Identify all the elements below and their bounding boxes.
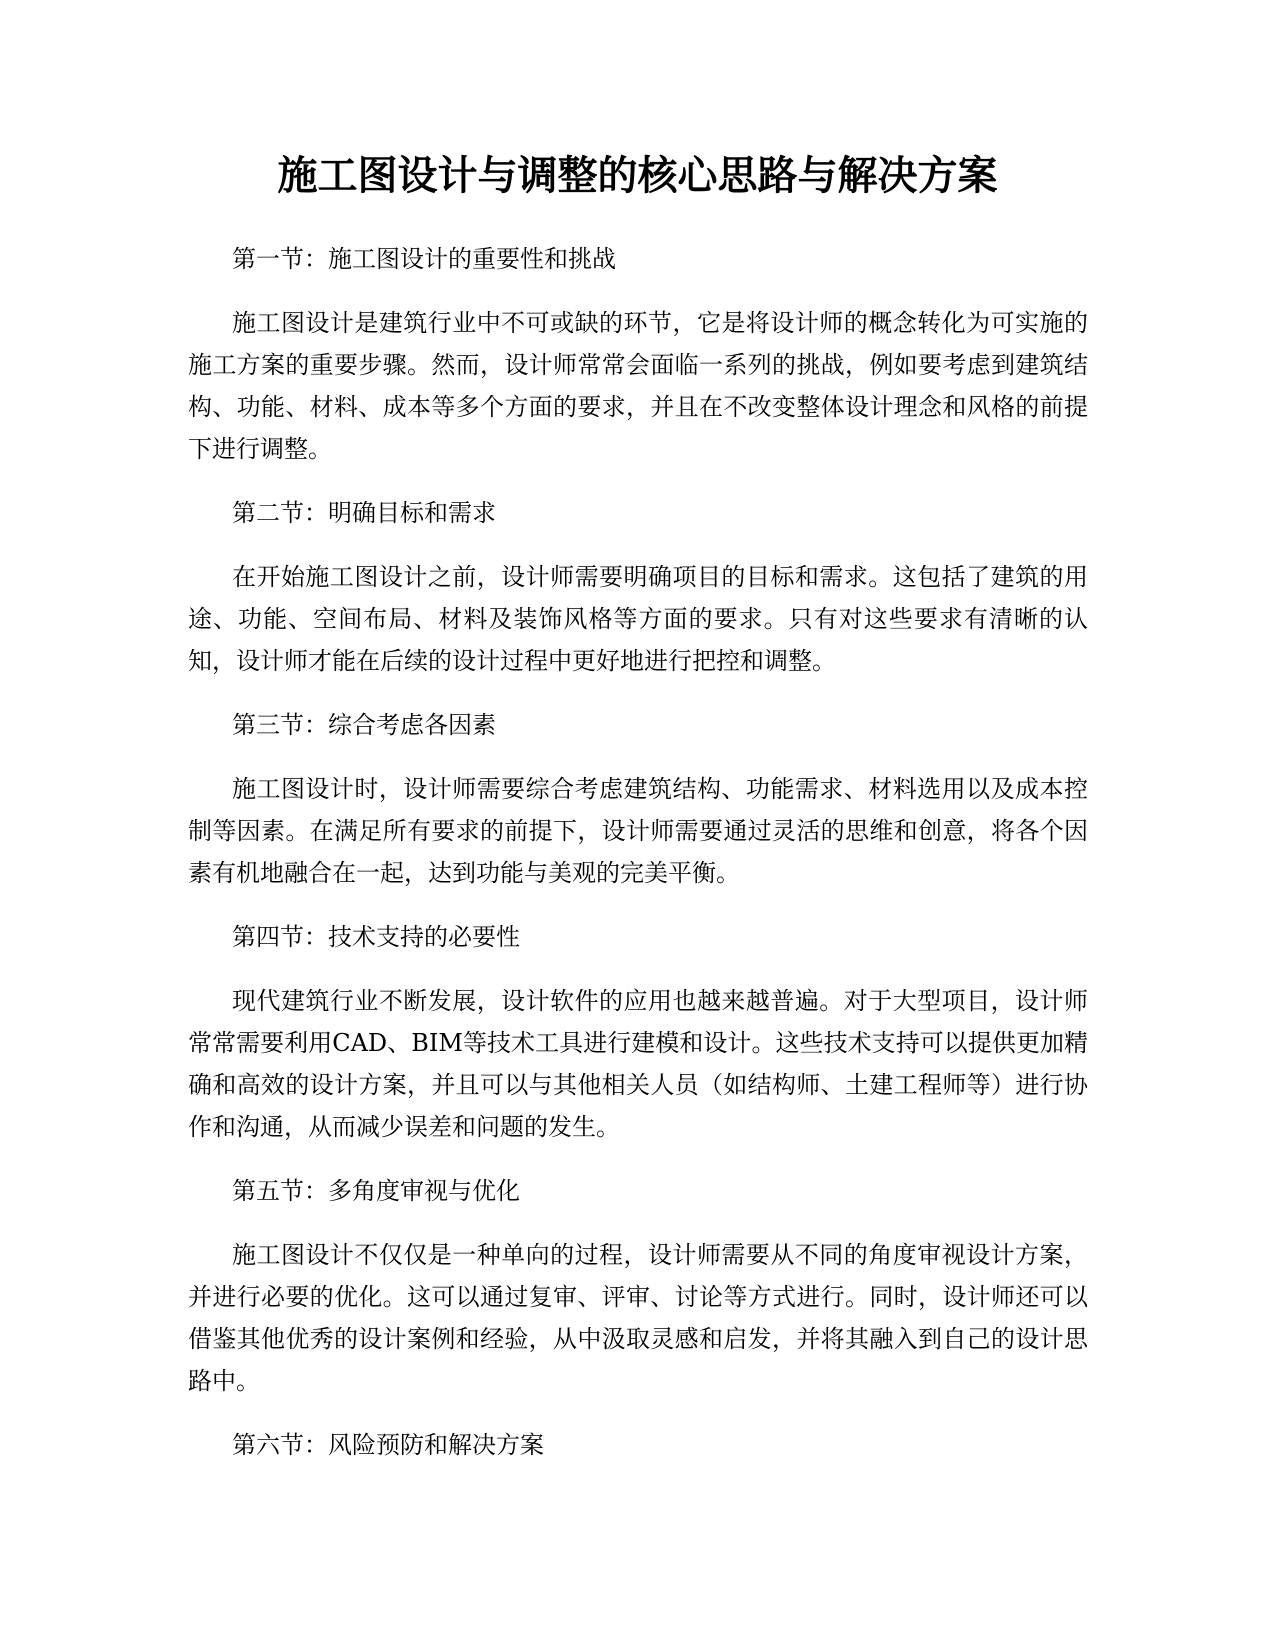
section-3-heading: 第三节：综合考虑各因素 — [232, 711, 496, 739]
section-5-heading: 第五节：多角度审视与优化 — [232, 1177, 520, 1205]
section-2-heading: 第二节：明确目标和需求 — [232, 499, 496, 527]
section-4-paragraph: 现代建筑行业不断发展，设计软件的应用也越来越普遍。对于大型项目，设计师常常需要利用CAD、BIM等技术工具进行建模和设计。这些技术支持可以提供更加精确和高效的设计方案，并且可以与其他相关人员（如结构师、土建工程师等）进行协作和沟通，从而减少误差和问题的发生。 — [188, 987, 1088, 1141]
section-5-paragraph: 施工图设计不仅仅是一种单向的过程，设计师需要从不同的角度审视设计方案，并进行必要的优化。这可以通过复审、评审、讨论等方式进行。同时，设计师还可以借鉴其他优秀的设计案例和经验，从中汲取灵感和启发，并将其融入到自己的设计思路中。 — [188, 1241, 1088, 1395]
section-3-paragraph: 施工图设计时，设计师需要综合考虑建筑结构、功能需求、材料选用以及成本控制等因素。在满足所有要求的前提下，设计师需要通过灵活的思维和创意，将各个因素有机地融合在一起，达到功能与美观的完美平衡。 — [188, 775, 1088, 887]
section-1-paragraph: 施工图设计是建筑行业中不可或缺的环节，它是将设计师的概念转化为可实施的施工方案的重要步骤。然而，设计师常常会面临一系列的挑战，例如要考虑到建筑结构、功能、材料、成本等多个方面的要求，并且在不改变整体设计理念和风格的前提下进行调整。 — [188, 309, 1088, 463]
section-2-paragraph: 在开始施工图设计之前，设计师需要明确项目的目标和需求。这包括了建筑的用途、功能、空间布局、材料及装饰风格等方面的要求。只有对这些要求有清晰的认知，设计师才能在后续的设计过程中更好地进行把控和调整。 — [188, 563, 1088, 675]
section-6-heading: 第六节：风险预防和解决方案 — [232, 1431, 544, 1459]
document-body — [188, 238, 1088, 1488]
section-4-heading: 第四节：技术支持的必要性 — [232, 923, 520, 951]
section-1-heading: 第一节：施工图设计的重要性和挑战 — [232, 245, 616, 273]
document-title: 施工图设计与调整的核心思路与解决方案 — [277, 153, 998, 199]
